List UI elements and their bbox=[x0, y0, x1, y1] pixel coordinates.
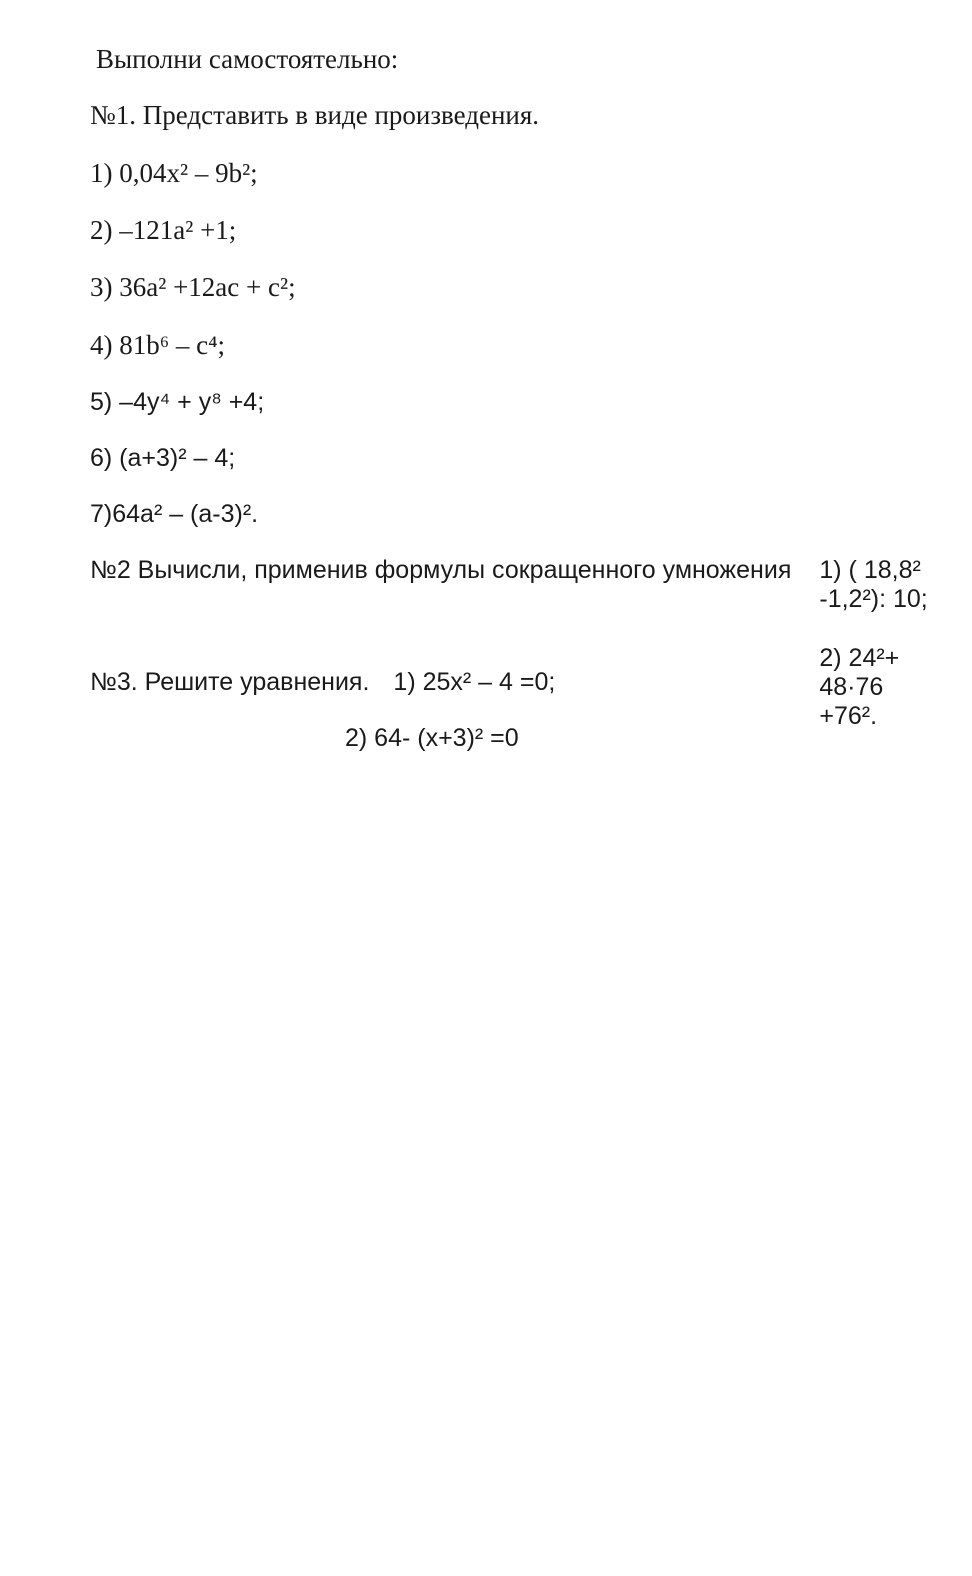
task3-section bbox=[90, 668, 555, 697]
task3-item-2: 2) 64- (x+3)² =0 bbox=[345, 724, 519, 752]
task1-item-7: 7)64a² – (a-3)². bbox=[90, 500, 259, 528]
task1-item-6: 6) (a+3)² – 4; bbox=[90, 444, 236, 472]
task1-item-2: 2) –121a² +1; bbox=[90, 215, 237, 245]
task1-title: №1. Представить в виде произведения. bbox=[90, 100, 540, 130]
task1-item-5: 5) –4y⁴ + y⁸ +4; bbox=[90, 388, 265, 416]
task2-item-1: 1) ( 18,8² -1,2²): 10; bbox=[819, 556, 928, 613]
task1-item-1: 1) 0,04x² – 9b²; bbox=[90, 158, 258, 188]
task1-item-4: 4) 81b⁶ – c⁴; bbox=[90, 330, 226, 360]
task2-title: №2 Вычисли, применив формулы сокращенного умножения bbox=[90, 556, 792, 584]
task1-item-3: 3) 36a² +12ac + c²; bbox=[90, 272, 296, 302]
intro-heading: Выполни самостоятельно: bbox=[96, 44, 399, 74]
task3-item-1: 1) 25x² – 4 =0; bbox=[393, 668, 556, 696]
task3-title: №3. Решите уравнения. bbox=[90, 668, 370, 696]
task2-items bbox=[819, 556, 930, 761]
task2-item-2: 2) 24²+ 48·76 +76². bbox=[819, 644, 900, 730]
